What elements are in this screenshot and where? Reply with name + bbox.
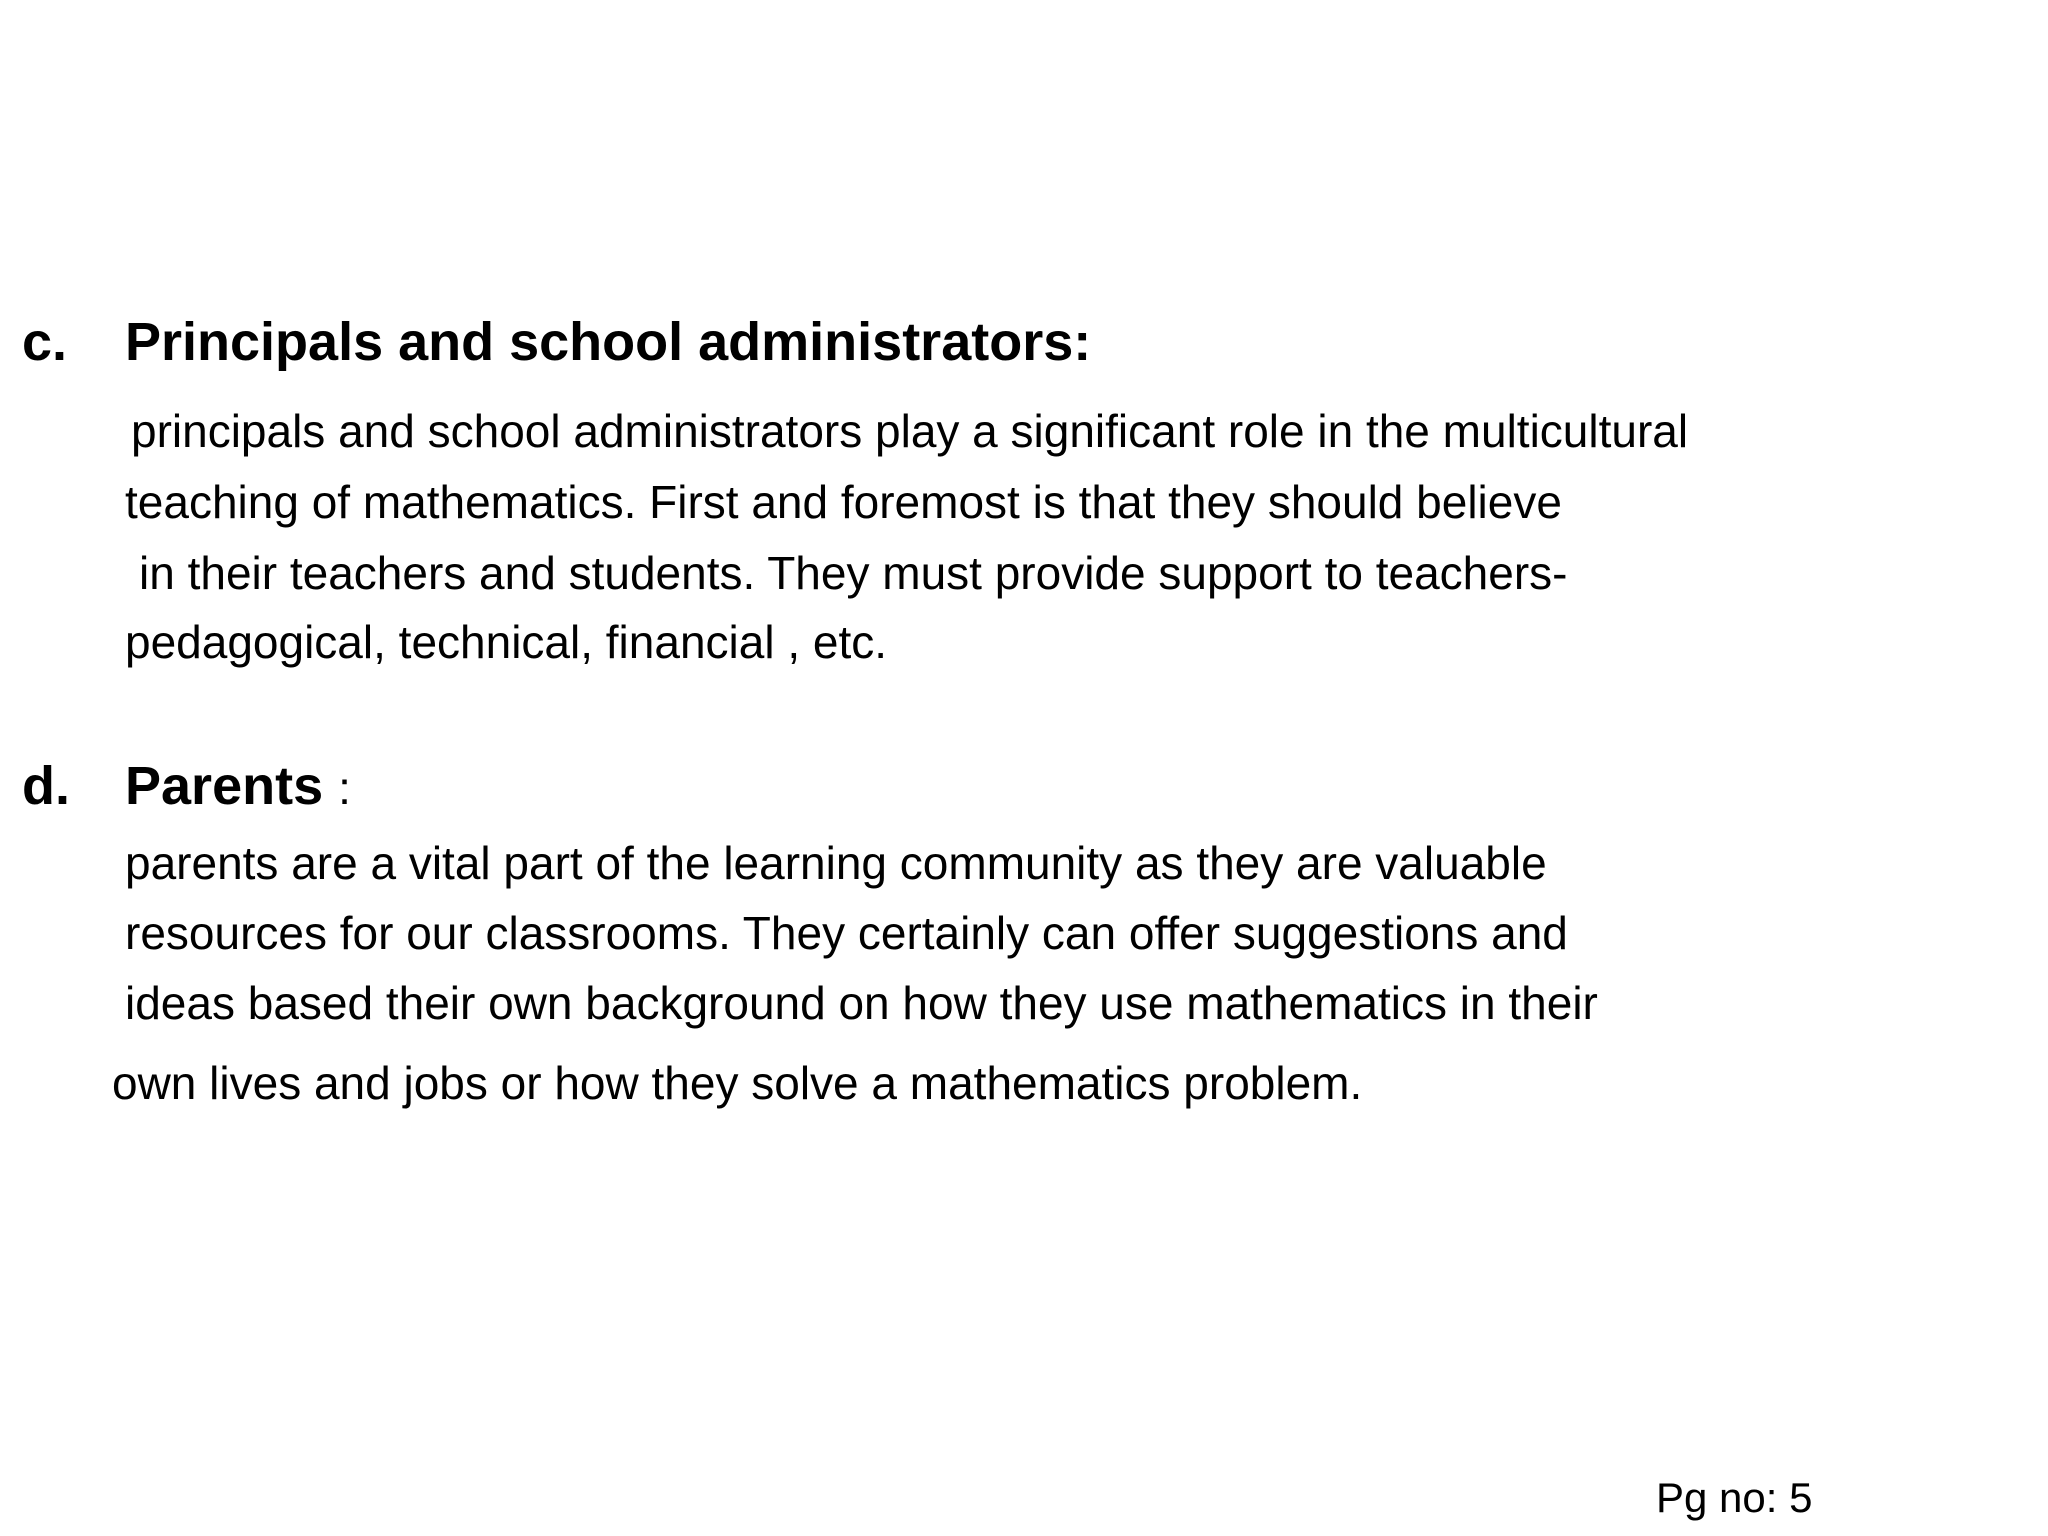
section-c-line-2: teaching of mathematics. First and foremost is that they should believe	[125, 476, 1562, 528]
section-c-heading	[22, 310, 1091, 374]
section-d-marker: d.	[22, 756, 70, 816]
section-d-line-4: own lives and jobs or how they solve a mathematics problem.	[112, 1057, 1363, 1109]
section-c-title: Principals and school administrators:	[125, 312, 1092, 372]
section-d-heading	[22, 754, 351, 820]
section-c-line-1: principals and school administrators play a significant role in the multicultural	[131, 405, 1689, 457]
section-d-line-2: resources for our classrooms. They certainly can offer suggestions and	[125, 907, 1568, 959]
section-c-line-3: in their teachers and students. They must provide support to teachers-	[139, 547, 1568, 599]
page-number: Pg no: 5	[1656, 1474, 1813, 1521]
section-d-title: Parents	[125, 756, 324, 816]
section-d-line-1: parents are a vital part of the learning community as they are valuable	[125, 837, 1547, 889]
section-d-colon: :	[338, 762, 351, 814]
section-d-line-3: ideas based their own background on how they use mathematics in their	[125, 977, 1598, 1029]
section-c-line-4: pedagogical, technical, financial , etc.	[125, 616, 888, 668]
section-c-marker: c.	[22, 312, 68, 372]
